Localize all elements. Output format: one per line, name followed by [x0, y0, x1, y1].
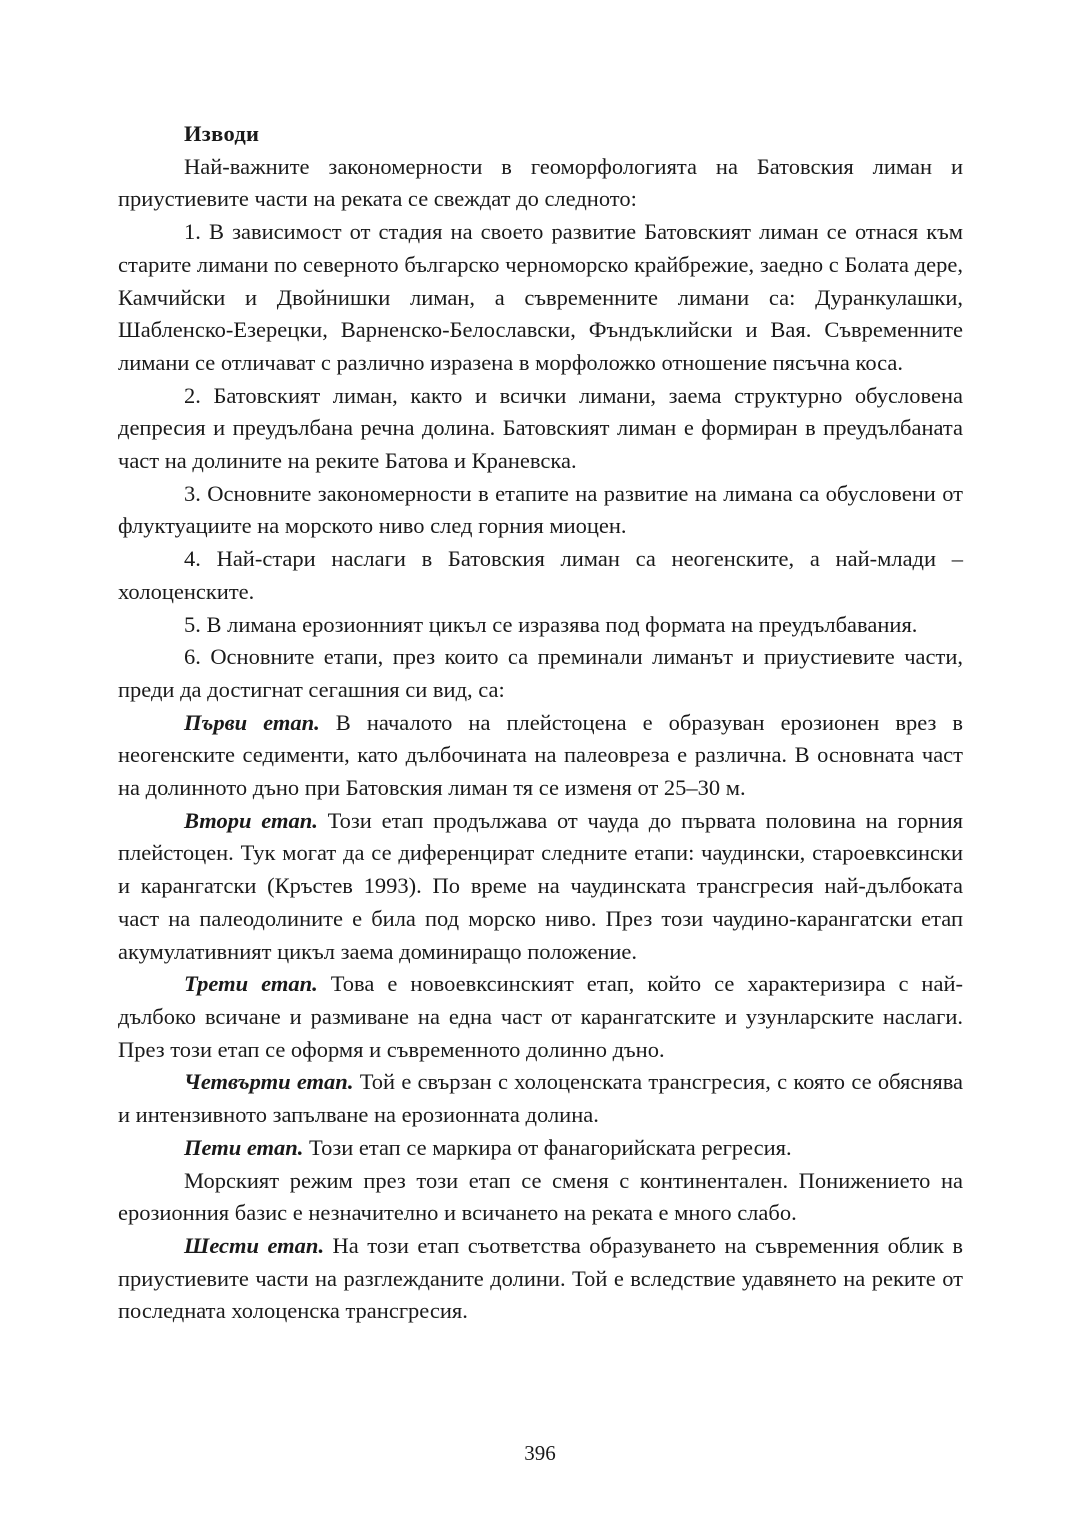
stage-title-2: Втори етап.: [184, 807, 318, 833]
stage-paragraph-6: [118, 1230, 963, 1328]
stage-title-3: Трети етап.: [184, 971, 318, 997]
conclusion-point-5: 5. В лимана ерозионният цикъл се изразява под формата на преудълбавания.: [184, 611, 918, 637]
stage-title-6: Шести етап.: [184, 1232, 325, 1258]
conclusion-point-3: 3. Основните закономерности в етапите на развитие на лимана са обусловени от флуктуациите на морското ниво след горния миоцен.: [118, 480, 963, 539]
intro-paragraph: Най-важните закономерности в геоморфологията на Батовския лиман и приустиевите части на реката се свеждат до следното:: [118, 153, 963, 212]
stage-paragraph-2: [118, 805, 963, 969]
stage-title-5: Пети етап.: [184, 1134, 304, 1160]
stage-paragraph-1: [118, 707, 963, 805]
stage-text-4: Той е свързан с холоценската трансгресия, с която се обяснява и интензивното запълване на ерозионната долина.: [118, 1069, 964, 1128]
stage-paragraph-3: [118, 968, 963, 1066]
stage-text-5: Този етап се маркира от фанагорийската регресия.: [303, 1134, 792, 1160]
document-page: [118, 118, 963, 1328]
stage-title-1: Първи етап.: [184, 709, 320, 735]
stage-text-6: На този етап съответства образуването на съвременния облик в приустиевите части на разглежданите долини. Той е вследствие удавянето на реките от последната холоценска трансгресия.: [118, 1232, 964, 1324]
page-number: 396: [524, 1441, 556, 1465]
conclusion-point-4: 4. Най-стари наслаги в Батовския лиман са неогенските, а най-млади – холоценските.: [118, 546, 963, 604]
stage-text-1: В началото на плейстоцена е образуван ерозионен врез в неогенските седименти, като дълбочината на палеовреза е различна. В основната част на долинното дъно при Батовския лиман тя се изменя от 25–30 м.: [118, 709, 963, 801]
stage-text-2: Този етап продължава от чауда до първата половина на горния плейстоцен. Тук могат да се диференцират следните етапи: чаудински, староевксински и карангатски (Кръстев 1993). По време на чаудинската трансгресия най-дълбоката част на палеодолините е била под морско ниво. През този чаудино-карангатски етап акумулативният цикъл заема доминиращо положение.: [118, 807, 963, 964]
stage-paragraph-4: [118, 1066, 963, 1131]
conclusion-point-6: 6. Основните етапи, през които са преминали лиманът и приустиевите части, преди да достигнат сегашния си вид, са:: [118, 644, 963, 702]
conclusion-point-1: 1. В зависимост от стадия на своето развитие Батовският лиман се отнася към старите лимани по северното българско черноморско крайбрежие, заедно с Болата дере, Камчийски и Двойнишки лиман, а съвременните лимани са: Дуранкулашки, Шабленско-Езерецки, Варненско-Белославски, Фъндъклийски и Вая. Съвременните лимани се отличават с различно изразена в морфоложко отношение пясъчна коса.: [118, 219, 963, 375]
conclusion-point-2: 2. Батовският лиман, както и всички лимани, заема структурно обусловена депресия и преудълбана речна долина. Батовският лиман е формиран в преудълбаната част на долините на реките Батова и Краневска.: [118, 382, 963, 474]
continuation-paragraph: Морският режим през този етап се сменя с континентален. Понижението на ерозионния базис е незначително и всичането на реката е много слабо.: [118, 1167, 963, 1226]
stage-paragraph-5: [118, 1132, 963, 1165]
stage-title-4: Четвърти етап.: [184, 1069, 354, 1095]
stage-text-3: Това е новоевксинският етап, който се характеризира с най-дълбоко всичане и размиване на една част от карангатските и узунларските наслаги. През този етап се оформя и съвременното долинно дъно.: [118, 971, 963, 1062]
section-heading: Изводи: [184, 121, 260, 146]
